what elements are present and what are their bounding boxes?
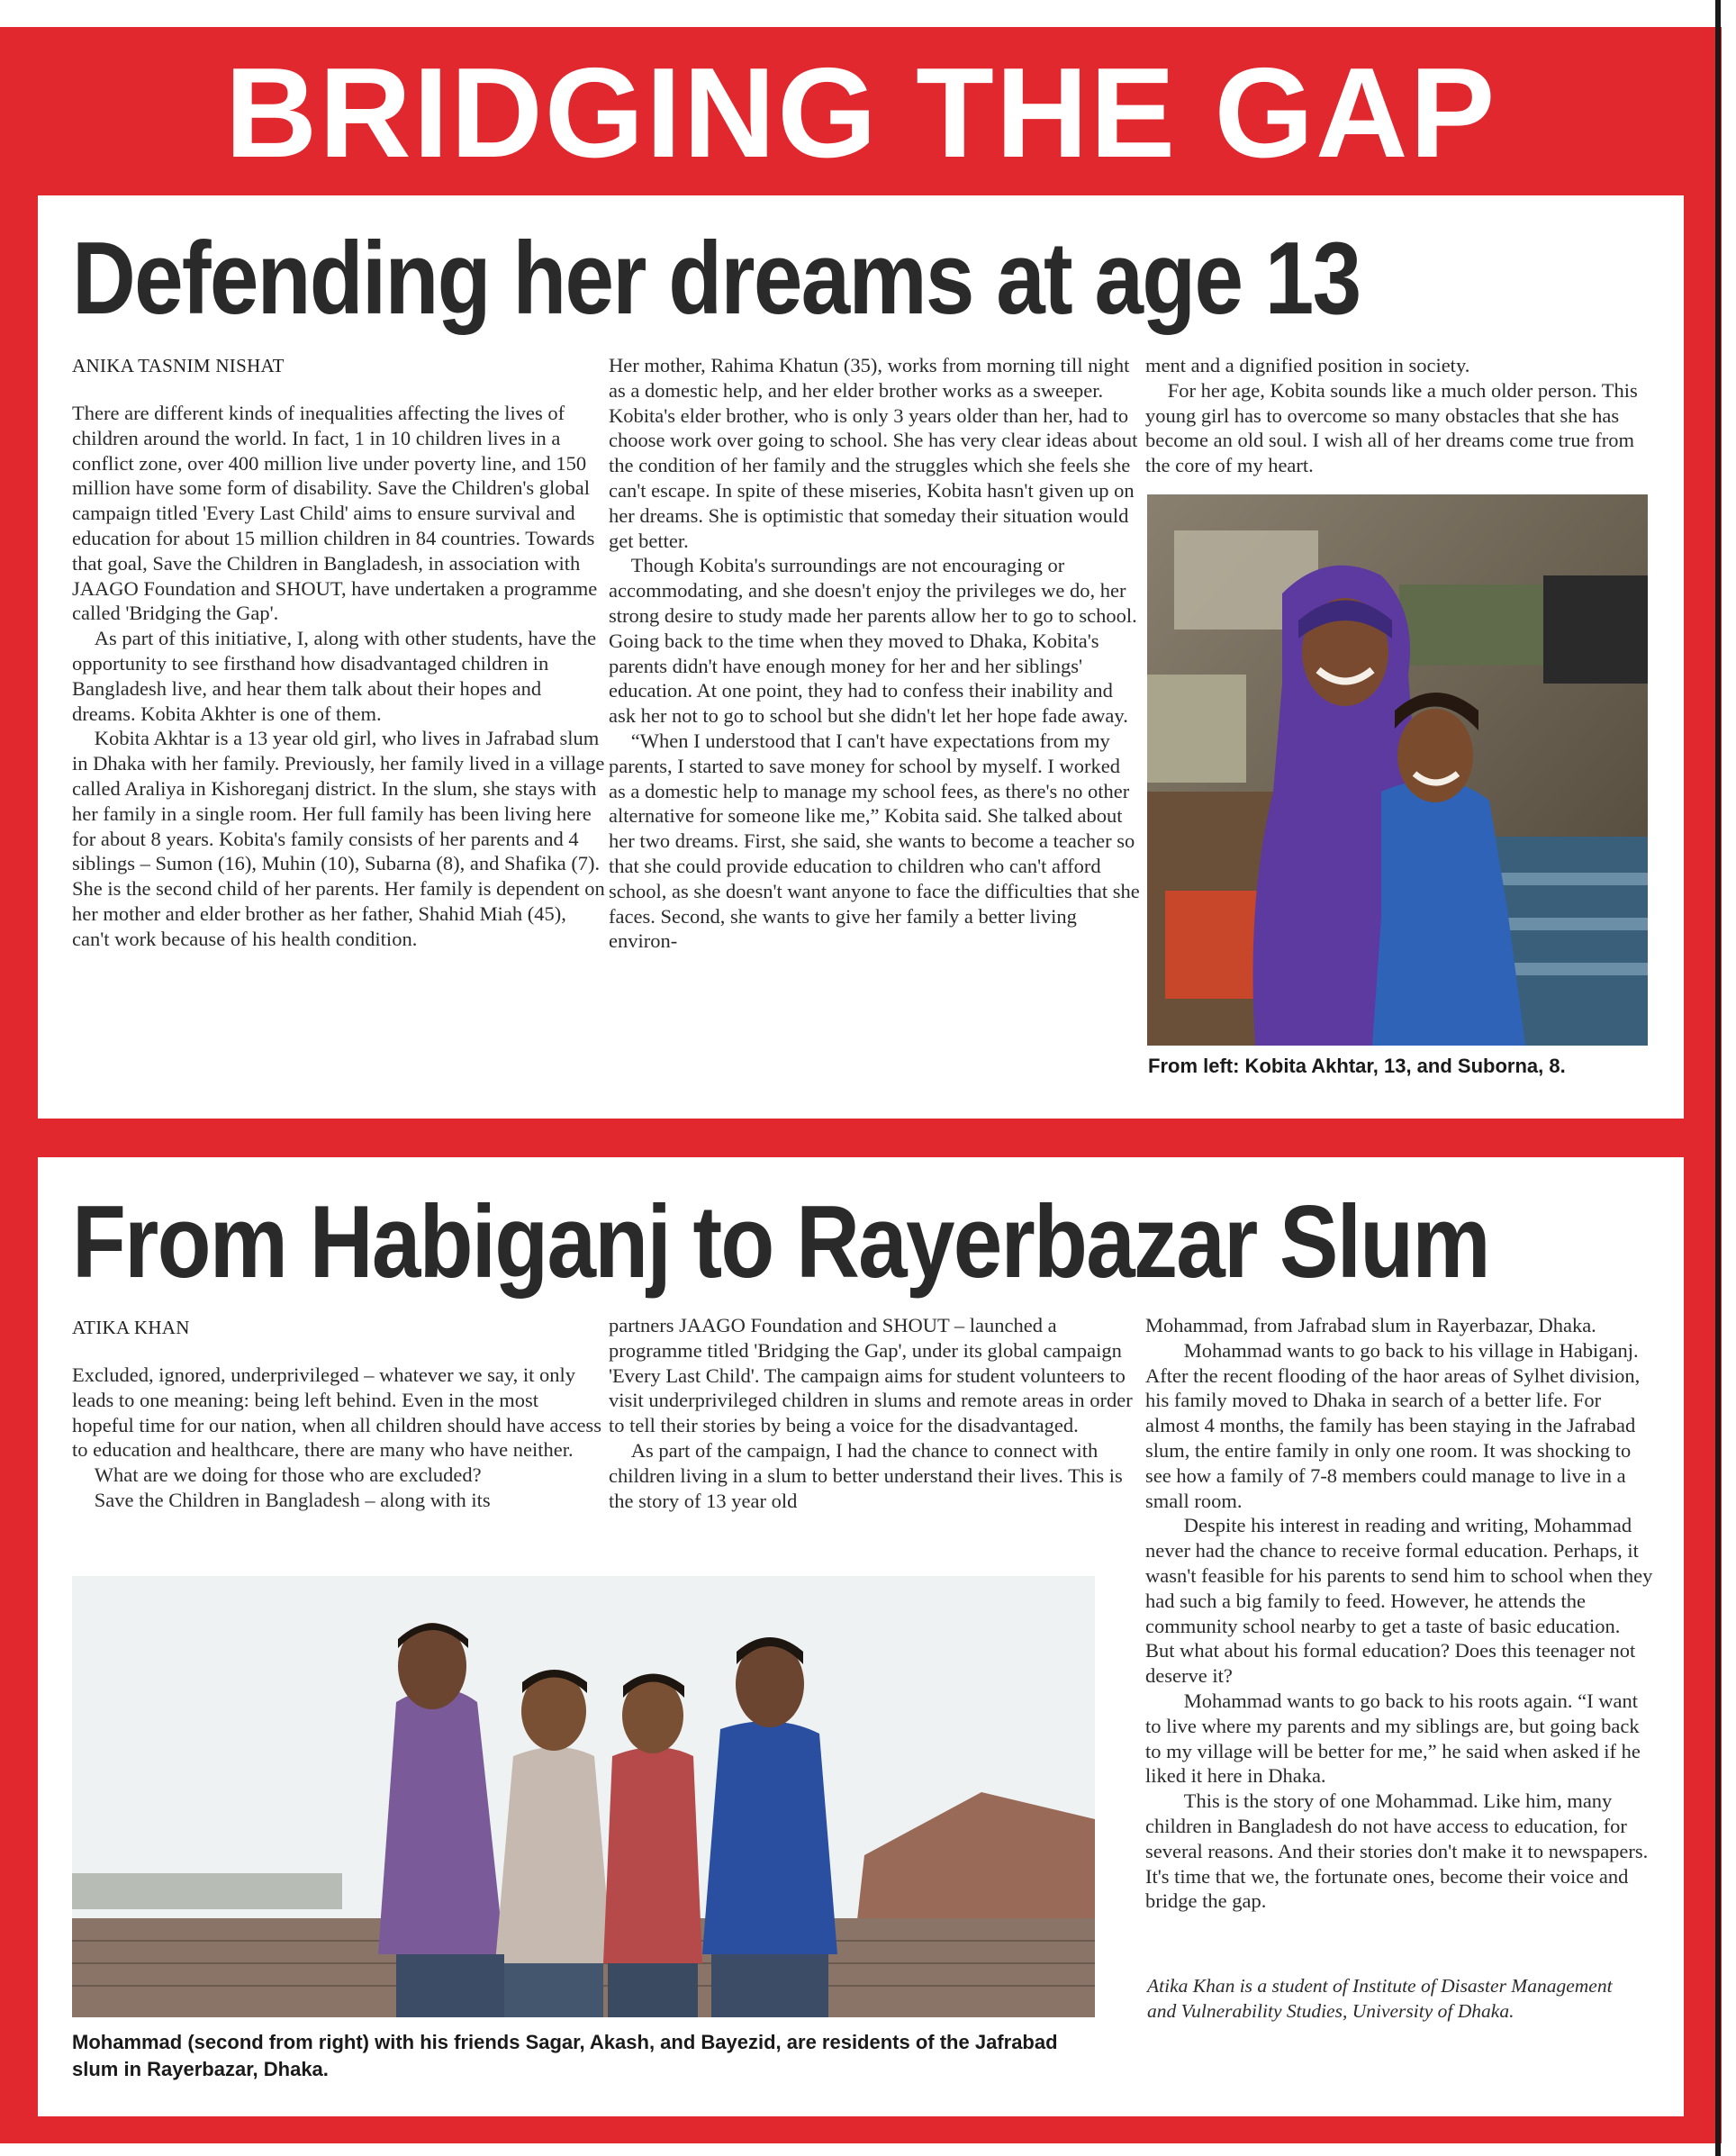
mohammad-photo <box>72 1576 1095 2017</box>
paragraph: partners JAAGO Foundation and SHOUT – launched a programme titled 'Bridging the Gap', under its global campaign 'Every Last Child'. The campaign aims for student volunteers to visit underprivileged children in slums and remote areas in order to tell their stories by being a voice for the disadvantaged. <box>609 1314 1133 1437</box>
article-2-column-2 <box>609 1313 1149 1513</box>
kobita-photo <box>1147 494 1648 1046</box>
article-2-column-3 <box>1145 1313 1654 1914</box>
article-1-panel <box>38 195 1684 1119</box>
paragraph: As part of the campaign, I had the chance to connect with children living in a slum to better understand their lives. This is the story of 13 year old <box>609 1438 1123 1512</box>
article-1-column-3 <box>1145 353 1650 478</box>
paragraph: Though Kobita's surroundings are not encouraging or accommodating, and she doesn't enjoy the privileges we do, her strong desire to study made her parents allow her to go to school. Going back to the time when they moved to Dhaka, Kobita's parents didn't have enough money for her and her siblings' education. At one point, they had to confess their inability and ask her not to go to school but she didn't let her hope fade away. <box>609 554 1137 728</box>
paragraph: “When I understood that I can't have expectations from my parents, I started to save money for school by myself. I worked as a domestic help to manage my school fees, as there's no other alternative for someone like me,” Kobita said. She talked about her two dreams. First, she said, she wants to become a teacher so that she could provide education to children who can't afford school, as she doesn't want anyone to face the difficulties that she faces. Second, she wants to give her family a better living environ- <box>609 729 1140 953</box>
paragraph: Her mother, Rahima Khatun (35), works from morning till night as a domestic help, and her elder brother works as a sweeper. Kobita's elder brother, who is only 3 years older than her, had to choose work over going to school. She has very clear ideas about the condition of her family and the struggles which she feels she can't escape. In spite of these miseries, Kobita hasn't given up on her dreams. She is optimistic that someday their situation would get better. <box>609 354 1138 552</box>
kobita-photo-illustration <box>1147 494 1648 1046</box>
article-2-headline: From Habiganj to Rayerbazar Slum <box>72 1185 1489 1300</box>
paragraph: Mohammad, from Jafrabad slum in Rayerbazar, Dhaka. <box>1145 1314 1596 1336</box>
article-2-byline: ATIKA KHAN <box>72 1317 190 1338</box>
section-banner-title: BRIDGING THE GAP <box>224 41 1497 185</box>
paragraph: Save the Children in Bangladesh – along with its <box>94 1488 491 1511</box>
author-note: Atika Khan is a student of Institute of Disaster Management and Vulnerability Studies, University of Dhaka. <box>1147 1975 1613 2022</box>
paragraph: ment and a dignified position in society. <box>1145 354 1470 376</box>
article-1-byline: ANIKA TASNIM NISHAT <box>72 355 285 376</box>
paragraph: Excluded, ignored, underprivileged – whatever we say, it only leads to one meaning: being left behind. Even in the most hopeful time for our nation, when all children should have access to education and healthcare, there are many who have neither. <box>72 1363 601 1462</box>
article-1-column-2 <box>609 353 1140 954</box>
paragraph: Despite his interest in reading and writing, Mohammad never had the chance to receive formal education. Perhaps, it wasn't feasible for his parents to send him to school when they had such a big family to feed. However, he attends the community school nearby to get a taste of basic education. But what about his formal education? Does this teenager not deserve it? <box>1145 1514 1653 1688</box>
article-2-panel <box>38 1157 1684 2116</box>
article-2-column-1 <box>72 1363 603 1513</box>
paragraph: Mohammad wants to go back to his roots again. “I want to live where my parents and my siblings are, but going back to my village will be better for me,” he said when asked if he liked it here in Dhaka. <box>1145 1689 1641 1788</box>
paragraph: What are we doing for those who are excluded? <box>94 1463 482 1487</box>
paragraph: Mohammad wants to go back to his village in Habiganj. After the recent flooding of the haor areas of Sylhet division, his family moved to Dhaka in search of a better life. For almost 4 months, the family has been staying in the Jafrabad slum, the entire family in only one room. It was shocking to see how a family of 7-8 members could manage to live in a small room. <box>1145 1338 1641 1512</box>
article-1-column-1 <box>72 401 608 952</box>
kobita-photo-caption: From left: Kobita Akhtar, 13, and Suborna, 8. <box>1148 1055 1566 1077</box>
paragraph: Kobita Akhtar is a 13 year old girl, who lives in Jafrabad slum in Dhaka with her family. Previously, her family lived in a village called Araliya in Kishoreganj district. In the slum, she stays with her family in a single room. Her full family has been living here for about 8 years. Kobita's family consists of her parents and 4 siblings – Sumon (16), Muhin (10), Subarna (8), and Shafika (7). She is the second child of her parents. Her family is dependent on her mother and elder brother as her father, Shahid Miah (45), can't work because of his health condition. <box>72 727 605 950</box>
mohammad-photo-illustration <box>72 1576 1095 2017</box>
paragraph: As part of this initiative, I, along with other students, have the opportunity to see firsthand how disadvantaged children in Bangladesh live, and hear them talk about their hopes and dreams. Kobita Akhter is one of them. <box>72 627 597 725</box>
paragraph: There are different kinds of inequalities affecting the lives of children around the world. In fact, 1 in 10 children lives in a conflict zone, over 400 million live under poverty line, and 150 million have some form of disability. Save the Children's global campaign titled 'Every Last Child' aims to ensure survival and education for about 15 million children in 84 countries. Towards that goal, Save the Children in Bangladesh, in association with JAAGO Foundation and SHOUT, have undertaken a programme called 'Bridging the Gap'. <box>72 402 598 625</box>
article-1-headline: Defending her dreams at age 13 <box>72 222 1361 336</box>
paragraph: For her age, Kobita sounds like a much older person. This young girl has to overcome so many obstacles that she has become an old soul. I wish all of her dreams come true from the core of my heart. <box>1145 378 1638 477</box>
page-edge-rule <box>1715 0 1721 2156</box>
mohammad-photo-caption: Mohammad (second from right) with his friends Sagar, Akash, and Bayezid, are residents of the Jafrabad slum in Rayerbazar, Dhaka. <box>72 2031 1058 2080</box>
paragraph: This is the story of one Mohammad. Like him, many children in Bangladesh do not have access to education, for several reasons. And their stories don't make it to newspapers. It's time that we, the fortunate ones, become their voice and bridge the gap. <box>1145 1789 1649 1913</box>
